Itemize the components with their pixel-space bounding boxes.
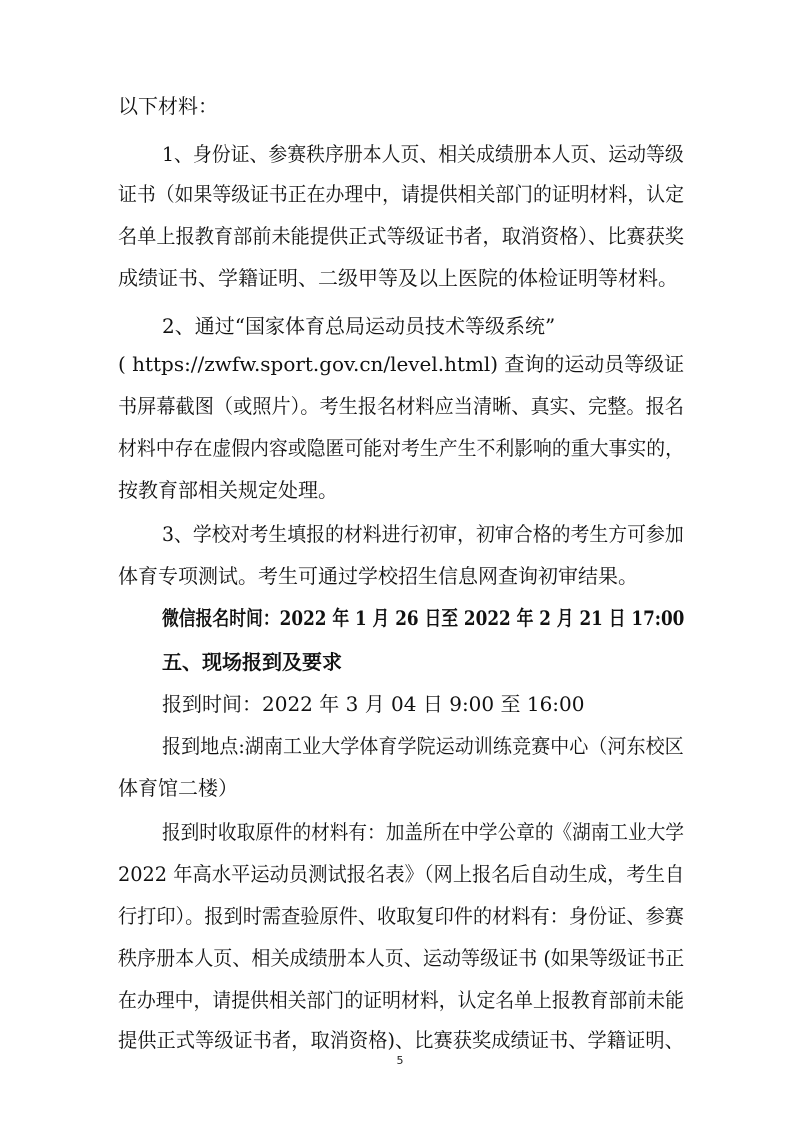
text-line: 材料中存在虚假内容或隐匿可能对考生产生不利影响的重大事实的， — [118, 436, 684, 460]
text-line: ( https://zwfw.sport.gov.cn/level.html) 查询的运动员等级证 — [118, 352, 685, 376]
text-line: 成绩证书、学籍证明、二级甲等及以上医院的体检证明等材料。 — [118, 266, 678, 290]
text-line: 在办理中，请提供相关部门的证明材料，认定名单上报教育部前未能 — [118, 988, 684, 1012]
section-heading: 五、现场报到及要求 — [162, 650, 342, 674]
page-number: 5 — [396, 1054, 404, 1067]
text-line: 秩序册本人页、相关成绩册本人页、运动等级证书 (如果等级证书正 — [118, 946, 685, 970]
text-line: 名单上报教育部前未能提供正式等级证书者，取消资格）、比赛获奖 — [118, 224, 684, 248]
text-line: 证书（如果等级证书正在办理中，请提供相关部门的证明材料，认定 — [118, 182, 684, 206]
text-line: 行打印）。报到时需查验原件、收取复印件的材料有：身份证、参赛 — [118, 904, 684, 928]
registration-time-heading: 微信报名时间：2022 年 1 月 26 日至 2022 年 2 月 21 日 17:00 — [162, 606, 685, 630]
text-line: 按教育部相关规定处理。 — [118, 478, 338, 502]
text-line: 3、学校对考生填报的材料进行初审，初审合格的考生方可参加 — [162, 522, 684, 546]
text-line: 报到地点:湖南工业大学体育学院运动训练竞赛中心（河东校区 — [162, 734, 684, 758]
text-line: 报到时收取原件的材料有：加盖所在中学公章的《湖南工业大学 — [162, 820, 684, 844]
text-line: 2022 年高水平运动员测试报名表》（网上报名后自动生成，考生自 — [118, 862, 685, 886]
text-line: 1、身份证、参赛秩序册本人页、相关成绩册本人页、运动等级 — [162, 142, 684, 166]
text-line: 以下材料： — [118, 94, 218, 118]
text-line: 书屏幕截图（或照片）。考生报名材料应当清晰、真实、完整。报名 — [118, 394, 684, 418]
text-line: 2、通过“国家体育总局运动员技术等级系统” — [162, 314, 556, 338]
text-line: 报到时间：2022 年 3 月 04 日 9:00 至 16:00 — [162, 692, 585, 716]
text-line: 体育馆二楼） — [118, 776, 238, 800]
text-line: 提供正式等级证书者，取消资格)、比赛获奖成绩证书、学籍证明、 — [118, 1028, 684, 1052]
text-line: 体育专项测试。考生可通过学校招生信息网查询初审结果。 — [118, 564, 638, 588]
